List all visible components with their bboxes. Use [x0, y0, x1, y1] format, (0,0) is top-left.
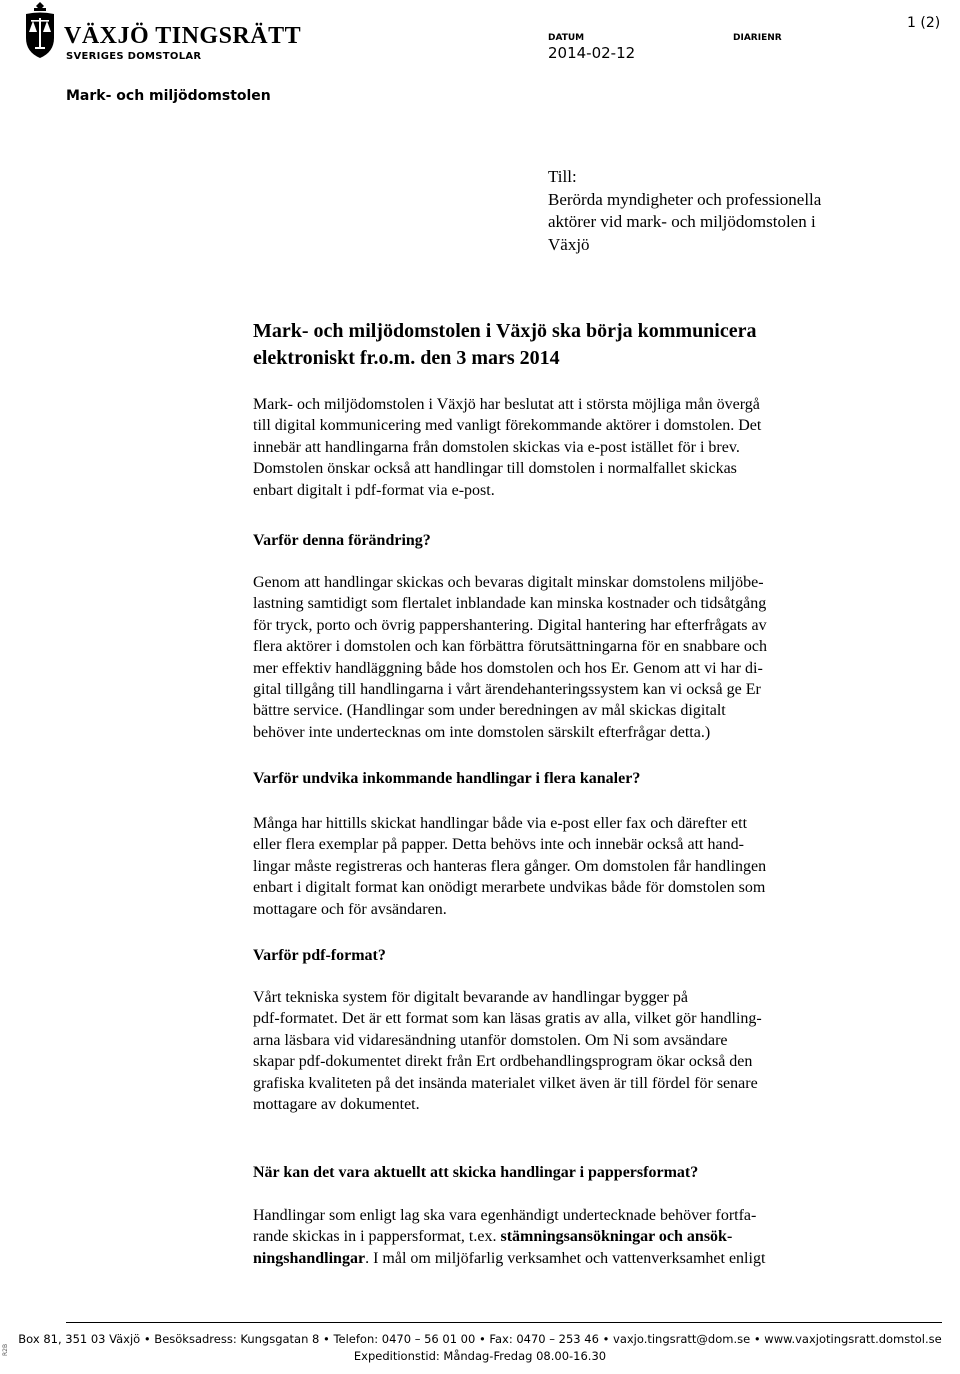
text-line [253, 1248, 765, 1269]
footer-divider [66, 1322, 942, 1323]
text-span: . I mål om miljöfarlig verksamhet och vattenverksamhet enligt [365, 1249, 766, 1267]
text-line: Vårt tekniska system för digitalt bevarande av handlingar bygger på [253, 989, 688, 1006]
logo-subtitle: SVERIGES DOMSTOLAR [66, 51, 202, 62]
text-line: mer effektiv handläggning både hos domstolen och hos Er. Genom att vi har di- [253, 659, 763, 677]
addressee-line: Berörda myndigheter och professionella [548, 189, 822, 209]
text-line: skapar pdf-dokumentet direkt från Ert ordbehandlingsprogram ökar också den [253, 1053, 753, 1071]
form-code: R2B [2, 1343, 9, 1356]
text-line: lingar måste registreras och hanteras flera gånger. Om domstolen får handlingen [253, 857, 767, 875]
text-line [253, 1226, 765, 1247]
text-line: mottagare och för avsändaren. [253, 900, 447, 918]
section-title: Varför denna förändring? [253, 532, 431, 549]
document-heading [253, 318, 757, 372]
heading-line: Mark- och miljödomstolen i Växjö ska börja kommunicera [253, 320, 757, 342]
text-line: flera aktörer i domstolen och kan förbättra förutsättningarna för en snabbare och [253, 638, 768, 656]
addressee-line: aktörer vid mark- och miljödomstolen i [548, 212, 816, 231]
text-span: rande skickas in i pappersformat, t.ex. [253, 1228, 501, 1246]
addressee-line: Växjö [548, 234, 590, 254]
section-paragraph [253, 813, 766, 920]
date-value: 2014-02-12 [548, 44, 636, 62]
footer-hours: Expeditionstid: Måndag-Fredag 08.00-16.30 [353, 1349, 607, 1363]
text-line: Genom att handlingar skickas och bevaras digitalt minskar domstolens miljöbe- [253, 574, 764, 591]
text-line: Många har hittills skickat handlingar både via e-post eller fax och därefter ett [253, 815, 748, 832]
text-line: Handlingar som enligt lag ska vara egenhändigt undertecknade behöver fortfa- [253, 1207, 757, 1224]
page-number: 1 (2) [907, 15, 941, 31]
text-line: grafiska kvaliteten på det insända materialet vilket även är till fördel för senare [253, 1074, 758, 1092]
section-paragraph [253, 1205, 765, 1269]
case-number-label: DIARIENR [733, 33, 782, 43]
section-title: När kan det vara aktuellt att skicka handlingar i pappersformat? [253, 1164, 699, 1181]
date-label: DATUM [548, 33, 585, 43]
court-crest-icon [22, 2, 58, 60]
text-line: mottagare av dokumentet. [253, 1096, 420, 1114]
court-unit-name: Mark- och miljödomstolen [66, 88, 271, 104]
text-line: Mark- och miljödomstolen i Växjö har beslutat att i största möjliga mån övergå [253, 396, 760, 413]
text-line: Domstolen önskar också att handlingar till domstolen i normalfallet skickas [253, 460, 737, 478]
text-line: arna läsbara vid vidaresändning utanför domstolen. Om Ni som avsändare [253, 1031, 728, 1049]
text-line: lastning samtidigt som flertalet inblandade kan minska kostnader och tidsåtgång [253, 595, 767, 613]
logo-name: VÄXJÖ TINGSRÄTT [64, 23, 302, 49]
addressee-block [548, 166, 821, 256]
text-line: till digital kommunicering med vanligt förekommande aktörer i domstolen. Det [253, 417, 762, 435]
text-line: bättre service. (Handlingar som under beredningen av mål skickas digitalt [253, 702, 726, 720]
text-line: behöver inte undertecknas om inte domstolen särskilt efterfrågar detta.) [253, 723, 711, 741]
emphasis-text: stämningsansökningar och ansök- [500, 1228, 733, 1246]
text-line: enbart i digitalt format kan onödigt merarbete undvikas både för domstolen som [253, 879, 766, 897]
text-line: innebär att handlingarna från domstolen skickas via e-post istället för i brev. [253, 438, 740, 456]
section-title: Varför undvika inkommande handlingar i flera kanaler? [253, 770, 641, 787]
section-title: Varför pdf-format? [253, 947, 386, 964]
text-line: gital tillgång till handlingarna i vårt ärendehanteringssystem kan vi också ge Er [253, 681, 761, 699]
text-line: för tryck, porto och övrig pappershantering. Digital hantering har efterfrågats av [253, 616, 767, 634]
text-line: enbart digitalt i pdf-format via e-post. [253, 481, 495, 499]
intro-paragraph [253, 394, 761, 501]
section-paragraph [253, 572, 767, 743]
text-line: eller flera exemplar på papper. Detta behövs inte och innebär också att hand- [253, 836, 744, 854]
heading-line: elektroniskt fr.o.m. den 3 mars 2014 [253, 347, 560, 369]
section-paragraph [253, 987, 762, 1115]
text-line: pdf-formatet. Det är ett format som kan läsas gratis av alla, vilket gör handling- [253, 1010, 762, 1028]
emphasis-text: ningshandlingar [253, 1249, 366, 1267]
footer-contact: Box 81, 351 03 Växjö • Besöksadress: Kungsgatan 8 • Telefon: 0470 – 56 01 00 • Fax: 0470 – 253 46 • vaxjo.tingsratt@dom.se • www.vaxjotingsratt.domstol.se [18, 1332, 942, 1346]
addressee-line: Till: [548, 167, 577, 186]
